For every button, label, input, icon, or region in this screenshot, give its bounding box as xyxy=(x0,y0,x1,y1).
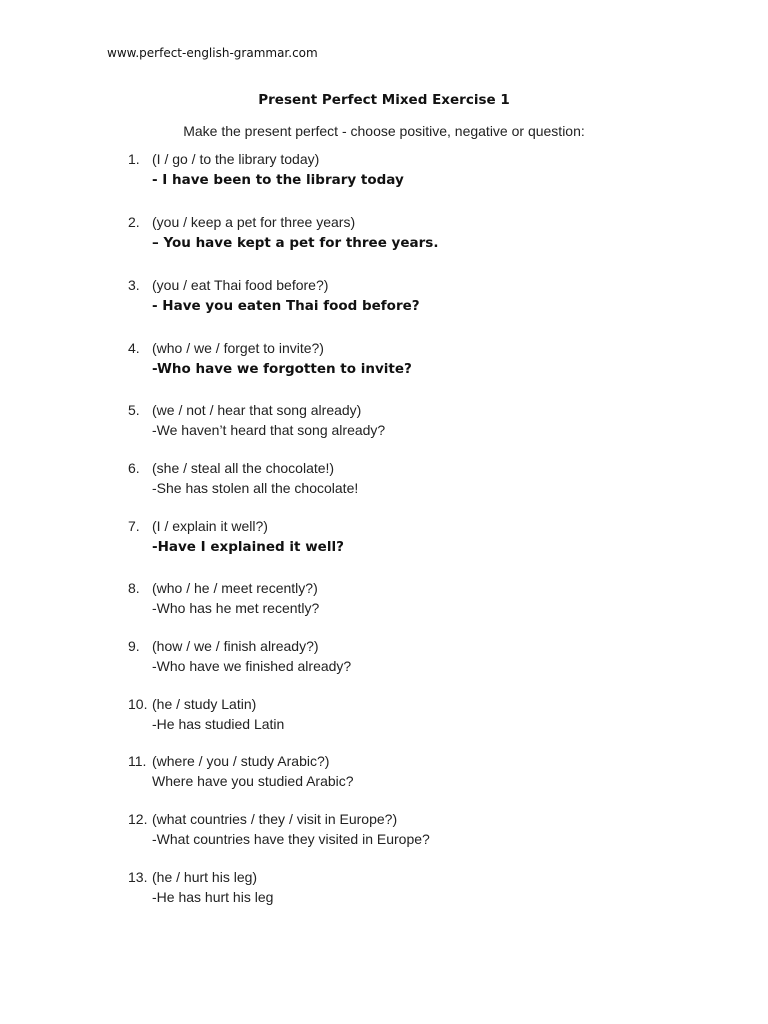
site-url: www.perfect-english-grammar.com xyxy=(107,46,318,60)
item-number: 7. xyxy=(128,518,140,534)
item-prompt: (where / you / study Arabic?) xyxy=(152,753,330,769)
item-answer: – You have kept a pet for three years. xyxy=(152,235,439,251)
item-number: 12. xyxy=(128,811,148,827)
item-number: 8. xyxy=(128,580,140,596)
item-prompt: (I / go / to the library today) xyxy=(152,151,320,167)
item-answer: -He has studied Latin xyxy=(152,716,285,732)
page-title: Present Perfect Mixed Exercise 1 xyxy=(258,92,510,108)
item-number: 4. xyxy=(128,340,140,356)
item-answer: -Who have we finished already? xyxy=(152,658,352,674)
item-answer: -Who have we forgotten to invite? xyxy=(152,361,412,377)
item-prompt: (she / steal all the chocolate!) xyxy=(152,460,335,476)
item-number: 3. xyxy=(128,277,140,293)
item-prompt: (you / keep a pet for three years) xyxy=(152,214,356,230)
item-number: 5. xyxy=(128,402,140,418)
item-number: 13. xyxy=(128,869,148,885)
item-answer: -Who has he met recently? xyxy=(152,600,320,616)
item-answer: Where have you studied Arabic? xyxy=(152,773,354,789)
instructions-text: Make the present perfect - choose positive, negative or question: xyxy=(183,123,585,139)
item-number: 2. xyxy=(128,214,140,230)
item-prompt: (he / hurt his leg) xyxy=(152,869,258,885)
item-number: 10. xyxy=(128,696,148,712)
item-answer: -What countries have they visited in Europe? xyxy=(152,831,430,847)
item-prompt: (you / eat Thai food before?) xyxy=(152,277,329,293)
item-prompt: (I / explain it well?) xyxy=(152,518,268,534)
item-prompt: (who / we / forget to invite?) xyxy=(152,340,324,356)
item-prompt: (how / we / finish already?) xyxy=(152,638,319,654)
item-answer: -Have I explained it well? xyxy=(152,539,344,555)
instructions xyxy=(0,123,768,139)
item-prompt: (what countries / they / visit in Europe?) xyxy=(152,811,398,827)
item-number: 9. xyxy=(128,638,140,654)
item-prompt: (he / study Latin) xyxy=(152,696,257,712)
item-answer: -We haven’t heard that song already? xyxy=(152,422,386,438)
item-prompt: (we / not / hear that song already) xyxy=(152,402,362,418)
item-answer: - I have been to the library today xyxy=(152,172,404,188)
item-number: 1. xyxy=(128,151,140,167)
item-answer: -He has hurt his leg xyxy=(152,889,274,905)
item-answer: - Have you eaten Thai food before? xyxy=(152,298,420,314)
item-answer: -She has stolen all the chocolate! xyxy=(152,480,359,496)
item-number: 11. xyxy=(128,753,147,769)
item-number: 6. xyxy=(128,460,140,476)
item-prompt: (who / he / meet recently?) xyxy=(152,580,318,596)
